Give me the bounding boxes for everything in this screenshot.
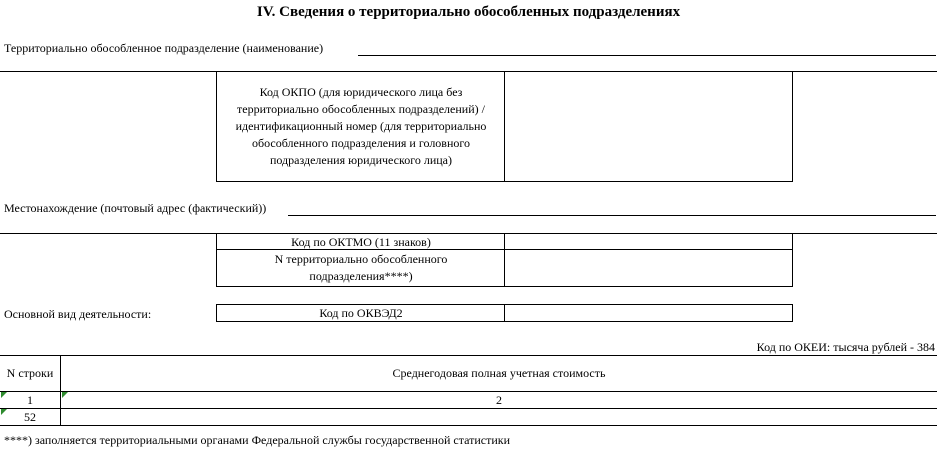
subdivision-number-value-cell[interactable]: [504, 249, 793, 287]
index-row-value: 2: [496, 392, 502, 407]
header-value: Среднегодовая полная учетная стоимость: [392, 366, 606, 380]
data-table: [0, 355, 937, 426]
subdivision-input-line[interactable]: [358, 55, 936, 56]
oktmo-label-cell: [216, 233, 505, 250]
oktmo-value-cell[interactable]: [504, 233, 793, 250]
oktmo-label: Код по ОКТМО (11 знаков): [291, 234, 431, 249]
okei-label: Код по ОКЕИ: тысяча рублей - 384: [756, 340, 935, 354]
subdivision-number-label: N территориально обособленного подразделения****): [274, 252, 448, 283]
header-row-number: N строки: [6, 366, 54, 380]
okved-value-cell[interactable]: [504, 304, 793, 322]
subdivision-number-label-cell: [216, 249, 505, 287]
okpo-label: Код ОКПО (для юридического лица без территориально обособленных подразделений) / идентификационный номер (для территориально обособленного подразделения и головного подразделения юридического лица): [235, 85, 487, 167]
activity-label: Основной вид деятельности:: [4, 307, 152, 321]
row-value-cell[interactable]: [61, 409, 937, 425]
location-label: Местонахождение (почтовый адрес (фактический)): [4, 201, 267, 215]
okved-label-cell: [216, 304, 505, 322]
okved-label: Код по ОКВЭД2: [319, 305, 403, 320]
index-row-number: 1: [27, 392, 33, 407]
subdivision-label: Территориально обособленное подразделение (наименование): [4, 41, 324, 55]
section-title: IV. Сведения о территориально обособленных подразделениях: [256, 4, 681, 20]
footnote: ****) заполняется территориальными органами Федеральной службы государственной статистики: [4, 433, 511, 447]
row-number: 52: [24, 409, 36, 424]
okpo-value-cell[interactable]: [504, 71, 793, 182]
location-input-line[interactable]: [288, 215, 936, 216]
okpo-label-cell: [216, 71, 505, 182]
